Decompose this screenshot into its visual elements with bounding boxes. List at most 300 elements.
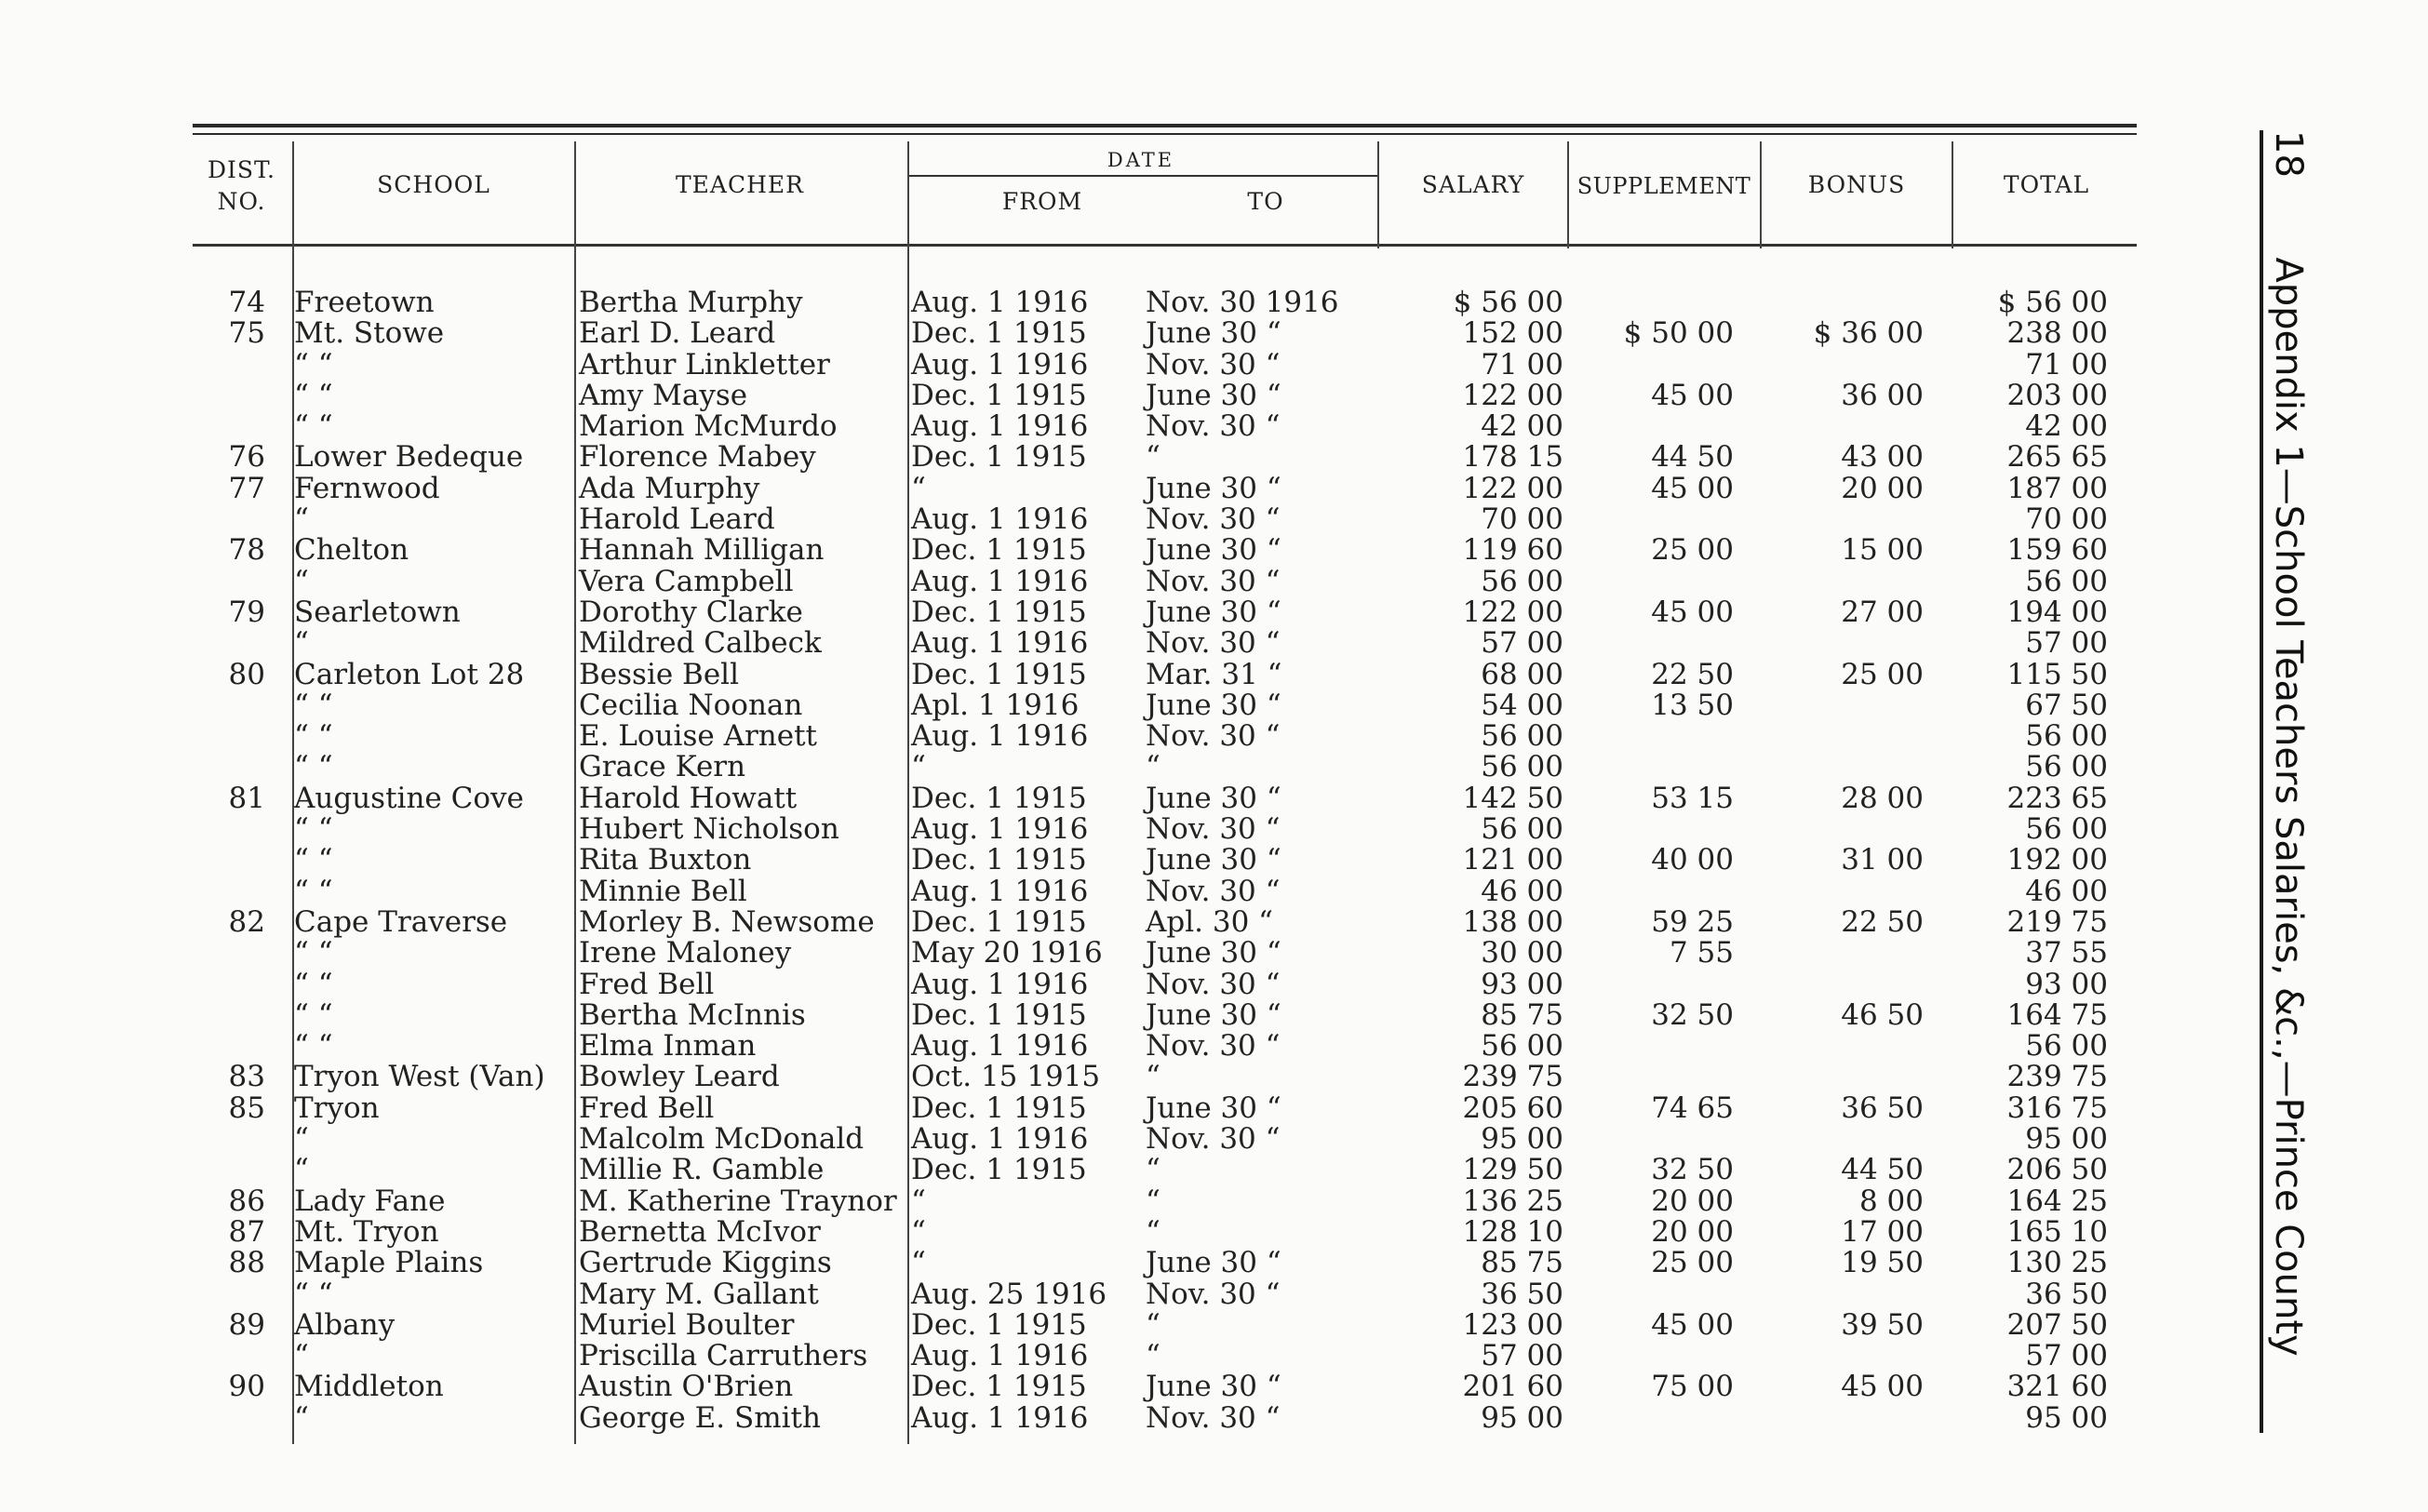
date-from-cell: Aug. 1 1916 xyxy=(911,409,1089,444)
teacher-cell: Malcolm McDonald xyxy=(579,1122,865,1157)
bonus-cell: 36 00 xyxy=(1841,378,1924,412)
bonus-cell: 19 50 xyxy=(1841,1246,1924,1280)
table-row xyxy=(193,876,2110,907)
salary-cell: 46 00 xyxy=(1481,874,1563,908)
column-divider xyxy=(1567,141,1569,248)
header-dist-line2: NO. xyxy=(217,188,266,215)
date-to-cell: “ xyxy=(1146,750,1160,784)
school-cell: Carleton Lot 28 xyxy=(294,657,525,691)
date-from-cell: “ xyxy=(911,750,926,784)
school-cell: “ “ xyxy=(294,843,333,877)
teacher-cell: Bernetta McIvor xyxy=(579,1214,821,1249)
salary-cell: 178 15 xyxy=(1462,440,1563,475)
page-number: 18 xyxy=(2267,130,2310,178)
dist-no-cell: 76 xyxy=(228,440,265,475)
teacher-cell: Rita Buxton xyxy=(579,843,752,877)
supplement-cell: 45 00 xyxy=(1651,471,1734,505)
table-row xyxy=(193,347,2110,381)
bonus-cell: 17 00 xyxy=(1841,1214,1924,1249)
salary-cell: 85 75 xyxy=(1481,997,1563,1032)
date-to-cell: June 30 “ xyxy=(1146,843,1281,877)
table-row xyxy=(193,1372,2110,1402)
school-cell: Chelton xyxy=(294,533,409,568)
salary-cell: 56 00 xyxy=(1481,564,1563,598)
salary-cell: 54 00 xyxy=(1481,688,1563,722)
date-from-cell: Aug. 1 1916 xyxy=(911,564,1089,598)
supplement-cell: 25 00 xyxy=(1651,533,1734,568)
total-cell: 223 65 xyxy=(2006,781,2108,815)
supplement-cell: $ 50 00 xyxy=(1623,316,1734,351)
school-cell: Lower Bedeque xyxy=(294,440,524,475)
header-supplement: SUPPLEMENT xyxy=(1576,173,1751,199)
bonus-cell: 45 00 xyxy=(1841,1370,1924,1404)
date-from-cell: Dec. 1 1915 xyxy=(911,781,1087,815)
bonus-cell: $ 36 00 xyxy=(1813,316,1924,351)
date-to-cell: Nov. 30 “ xyxy=(1146,1122,1281,1157)
salary-cell: $ 56 00 xyxy=(1453,286,1563,319)
date-to-cell: Nov. 30 1916 xyxy=(1146,286,1339,319)
teacher-cell: Hannah Milligan xyxy=(579,533,825,568)
teacher-cell: Arthur Linkletter xyxy=(579,347,830,381)
table-row xyxy=(193,690,2110,721)
table-row xyxy=(193,1155,2110,1185)
salary-cell: 239 75 xyxy=(1462,1060,1563,1094)
date-to-cell: “ xyxy=(1146,1339,1160,1373)
table-row xyxy=(193,318,2110,349)
date-to-cell: Apl. 30 “ xyxy=(1146,904,1274,939)
total-cell: 70 00 xyxy=(2025,502,2108,537)
bonus-cell: 22 50 xyxy=(1841,904,1924,939)
header-dist-line1: DIST. xyxy=(208,156,275,183)
bonus-cell: 46 50 xyxy=(1841,997,1924,1032)
teacher-cell: Irene Maloney xyxy=(579,936,792,970)
salary-cell: 57 00 xyxy=(1481,626,1563,661)
table-row xyxy=(193,442,2110,473)
total-cell: 130 25 xyxy=(2006,1246,2108,1280)
school-cell: Middleton xyxy=(294,1370,444,1404)
teacher-cell: Cecilia Noonan xyxy=(579,688,803,722)
total-cell: 265 65 xyxy=(2006,440,2108,475)
salary-cell: 119 60 xyxy=(1462,533,1563,568)
table-row xyxy=(193,814,2110,845)
total-cell: 56 00 xyxy=(2025,812,2108,847)
school-cell: Searletown xyxy=(294,595,461,629)
date-to-cell: Nov. 30 “ xyxy=(1146,967,1281,1001)
school-cell: “ “ xyxy=(294,719,333,754)
date-from-cell: Dec. 1 1915 xyxy=(911,1307,1087,1342)
date-to-cell: June 30 “ xyxy=(1146,316,1281,351)
table-row xyxy=(193,1341,2110,1372)
teacher-cell: Bessie Bell xyxy=(579,657,740,691)
date-from-cell: “ xyxy=(911,1246,926,1280)
supplement-cell: 44 50 xyxy=(1651,440,1734,475)
school-cell: Mt. Stowe xyxy=(294,316,445,351)
dist-no-cell: 82 xyxy=(228,904,265,939)
table-row xyxy=(193,471,2110,505)
date-to-cell: Nov. 30 “ xyxy=(1146,347,1281,381)
table-row xyxy=(193,1279,2110,1310)
salary-cell: 56 00 xyxy=(1481,750,1563,784)
supplement-cell: 20 00 xyxy=(1651,1214,1734,1249)
date-from-cell: Aug. 1 1916 xyxy=(911,286,1089,319)
salary-cell: 85 75 xyxy=(1481,1246,1563,1280)
teacher-cell: E. Louise Arnett xyxy=(579,719,818,754)
total-cell: 164 25 xyxy=(2006,1184,2108,1218)
header-teacher: TEACHER xyxy=(676,171,804,198)
table-row xyxy=(193,1214,2110,1249)
teacher-cell: M. Katherine Traynor xyxy=(579,1184,897,1218)
supplement-cell: 22 50 xyxy=(1651,657,1734,691)
date-to-cell: “ xyxy=(1146,1214,1160,1249)
total-cell: 206 50 xyxy=(2006,1153,2108,1187)
school-cell: “ “ xyxy=(294,967,333,1001)
table-row xyxy=(193,1093,2110,1124)
total-cell: 207 50 xyxy=(2006,1307,2108,1342)
school-cell: “ “ xyxy=(294,347,333,381)
table-row xyxy=(193,504,2110,535)
supplement-cell: 25 00 xyxy=(1651,1246,1734,1280)
bonus-cell: 15 00 xyxy=(1841,533,1924,568)
teacher-cell: Bowley Leard xyxy=(579,1060,780,1094)
total-cell: 56 00 xyxy=(2025,750,2108,784)
header-total: TOTAL xyxy=(2003,171,2090,198)
salary-table-body xyxy=(193,288,2110,1434)
date-to-cell: June 30 “ xyxy=(1146,936,1281,970)
date-to-cell: Nov. 30 “ xyxy=(1146,564,1281,598)
bonus-cell: 43 00 xyxy=(1841,440,1924,475)
teacher-cell: Minnie Bell xyxy=(579,874,747,908)
school-cell: Cape Traverse xyxy=(294,904,508,939)
school-cell: Augustine Cove xyxy=(294,781,524,815)
salary-cell: 56 00 xyxy=(1481,719,1563,754)
date-from-cell: Oct. 15 1915 xyxy=(911,1060,1101,1094)
salary-cell: 152 00 xyxy=(1462,316,1563,351)
salary-cell: 36 50 xyxy=(1481,1277,1563,1311)
dist-no-cell: 86 xyxy=(228,1184,265,1218)
date-from-cell: “ xyxy=(911,471,926,505)
date-to-cell: June 30 “ xyxy=(1146,1370,1281,1404)
date-from-cell: Dec. 1 1915 xyxy=(911,533,1087,568)
date-from-cell: Dec. 1 1915 xyxy=(911,1370,1087,1404)
table-row xyxy=(193,752,2110,783)
date-from-cell: Aug. 1 1916 xyxy=(911,967,1089,1001)
teacher-cell: Millie R. Gamble xyxy=(579,1153,825,1187)
column-divider xyxy=(1377,141,1379,248)
total-cell: 46 00 xyxy=(2025,874,2108,908)
school-cell: “ xyxy=(294,1122,309,1157)
date-from-cell: Dec. 1 1915 xyxy=(911,440,1087,475)
teacher-cell: Florence Mabey xyxy=(579,440,816,475)
date-from-cell: Apl. 1 1916 xyxy=(911,688,1080,722)
supplement-cell: 40 00 xyxy=(1651,843,1734,877)
total-cell: 192 00 xyxy=(2006,843,2108,877)
school-cell: “ “ xyxy=(294,812,333,847)
table-row xyxy=(193,597,2110,628)
school-cell: “ “ xyxy=(294,936,333,970)
column-divider xyxy=(1760,141,1762,248)
date-from-cell: Aug. 1 1916 xyxy=(911,719,1089,754)
school-cell: “ “ xyxy=(294,409,333,444)
total-cell: 71 00 xyxy=(2025,347,2108,381)
date-to-cell: Nov. 30 “ xyxy=(1146,812,1281,847)
dist-no-cell: 88 xyxy=(228,1246,265,1280)
teacher-cell: Austin O'Brien xyxy=(579,1370,794,1404)
date-to-cell: June 30 “ xyxy=(1146,1091,1281,1125)
table-row xyxy=(193,1186,2110,1217)
table-row xyxy=(193,628,2110,659)
teacher-cell: Fred Bell xyxy=(579,1091,715,1125)
teacher-cell: Mary M. Gallant xyxy=(579,1277,819,1311)
school-cell: “ “ xyxy=(294,750,333,784)
date-to-cell: June 30 “ xyxy=(1146,471,1281,505)
bonus-cell: 31 00 xyxy=(1841,843,1924,877)
table-row xyxy=(193,657,2110,691)
date-from-cell: Aug. 1 1916 xyxy=(911,347,1089,381)
date-from-cell: “ xyxy=(911,1214,926,1249)
total-cell: 95 00 xyxy=(2025,1122,2108,1157)
dist-no-cell: 74 xyxy=(228,286,265,319)
salary-cell: 95 00 xyxy=(1481,1122,1563,1157)
salary-cell: 136 25 xyxy=(1462,1184,1563,1218)
date-to-cell: June 30 “ xyxy=(1146,533,1281,568)
table-row xyxy=(193,783,2110,814)
dist-no-cell: 80 xyxy=(228,657,265,691)
date-to-cell: June 30 “ xyxy=(1146,997,1281,1032)
teacher-cell: George E. Smith xyxy=(579,1400,821,1435)
teacher-cell: Harold Howatt xyxy=(579,781,798,815)
school-cell: “ xyxy=(294,564,309,598)
school-cell: Freetown xyxy=(294,286,435,319)
total-cell: 56 00 xyxy=(2025,1029,2108,1064)
school-cell: Maple Plains xyxy=(294,1246,484,1280)
school-cell: “ xyxy=(294,626,309,661)
bonus-cell: 28 00 xyxy=(1841,781,1924,815)
date-from-cell: Dec. 1 1915 xyxy=(911,378,1087,412)
bonus-cell: 25 00 xyxy=(1841,657,1924,691)
date-to-cell: Nov. 30 “ xyxy=(1146,1029,1281,1064)
table-row xyxy=(193,564,2110,598)
date-from-cell: Aug. 1 1916 xyxy=(911,1029,1089,1064)
table-row xyxy=(193,1307,2110,1342)
total-cell: 316 75 xyxy=(2006,1091,2108,1125)
school-cell: “ “ xyxy=(294,688,333,722)
teacher-cell: Ada Murphy xyxy=(579,471,760,505)
salary-cell: 68 00 xyxy=(1481,657,1563,691)
teacher-cell: Gertrude Kiggins xyxy=(579,1246,832,1280)
bonus-cell: 27 00 xyxy=(1841,595,1924,629)
date-to-cell: June 30 “ xyxy=(1146,595,1281,629)
table-row xyxy=(193,1124,2110,1155)
total-cell: 56 00 xyxy=(2025,719,2108,754)
salary-cell: 122 00 xyxy=(1462,595,1563,629)
date-to-cell: “ xyxy=(1146,1153,1160,1187)
header-from: FROM xyxy=(1001,188,1083,215)
date-from-cell: Dec. 1 1915 xyxy=(911,316,1087,351)
dist-no-cell: 83 xyxy=(228,1060,265,1094)
total-cell: 219 75 xyxy=(2006,904,2108,939)
date-from-cell: May 20 1916 xyxy=(911,936,1103,970)
date-from-cell: Dec. 1 1915 xyxy=(911,657,1087,691)
bonus-cell: 39 50 xyxy=(1841,1307,1924,1342)
total-cell: 57 00 xyxy=(2025,1339,2108,1373)
teacher-cell: Amy Mayse xyxy=(579,378,748,412)
total-cell: 165 10 xyxy=(2006,1214,2108,1249)
school-cell: Tryon West (Van) xyxy=(294,1060,545,1094)
school-cell: “ xyxy=(294,502,309,537)
date-from-cell: Dec. 1 1915 xyxy=(911,904,1087,939)
date-to-cell: Mar. 31 “ xyxy=(1146,657,1282,691)
salary-cell: 122 00 xyxy=(1462,471,1563,505)
total-cell: 321 60 xyxy=(2006,1370,2108,1404)
total-cell: 159 60 xyxy=(2006,533,2108,568)
total-cell: $ 56 00 xyxy=(1997,286,2108,319)
salary-cell: 71 00 xyxy=(1481,347,1563,381)
teacher-cell: Dorothy Clarke xyxy=(579,595,803,629)
running-title-text: Appendix 1—School Teachers Salaries, &c.,—Prince County xyxy=(2267,257,2310,1357)
date-to-cell: “ xyxy=(1146,440,1160,475)
salary-cell: 201 60 xyxy=(1462,1370,1563,1404)
supplement-cell: 7 55 xyxy=(1669,936,1734,970)
date-to-cell: Nov. 30 “ xyxy=(1146,1277,1281,1311)
salary-cell: 122 00 xyxy=(1462,378,1563,412)
school-cell: “ xyxy=(294,1400,309,1435)
teacher-cell: Priscilla Carruthers xyxy=(579,1339,868,1373)
teacher-cell: Earl D. Leard xyxy=(579,316,776,351)
table-row xyxy=(193,1031,2110,1062)
school-cell: Tryon xyxy=(294,1091,380,1125)
school-cell: “ “ xyxy=(294,378,333,412)
date-from-cell: Dec. 1 1915 xyxy=(911,1153,1087,1187)
header-school: SCHOOL xyxy=(377,171,490,198)
date-to-cell: Nov. 30 “ xyxy=(1146,719,1281,754)
bonus-cell: 44 50 xyxy=(1841,1153,1924,1187)
total-cell: 239 75 xyxy=(2006,1060,2108,1094)
school-cell: Mt. Tryon xyxy=(294,1214,439,1249)
salary-cell: 123 00 xyxy=(1462,1307,1563,1342)
total-cell: 56 00 xyxy=(2025,564,2108,598)
salary-cell: 93 00 xyxy=(1481,967,1563,1001)
date-to-cell: Nov. 30 “ xyxy=(1146,502,1281,537)
bonus-cell: 20 00 xyxy=(1841,471,1924,505)
margin-rule xyxy=(2260,130,2263,1433)
date-from-cell: Dec. 1 1915 xyxy=(911,843,1087,877)
top-rule-thin xyxy=(193,133,2137,135)
table-row xyxy=(193,904,2110,939)
salary-cell: 205 60 xyxy=(1462,1091,1563,1125)
date-from-cell: Aug. 1 1916 xyxy=(911,1400,1089,1435)
supplement-cell: 20 00 xyxy=(1651,1184,1734,1218)
date-to-cell: June 30 “ xyxy=(1146,688,1281,722)
date-divider xyxy=(908,175,1377,177)
dist-no-cell: 81 xyxy=(228,781,265,815)
date-to-cell: “ xyxy=(1146,1184,1160,1218)
header-salary: SALARY xyxy=(1421,171,1525,198)
date-to-cell: “ xyxy=(1146,1307,1160,1342)
dist-no-cell: 79 xyxy=(228,595,265,629)
date-from-cell: Aug. 1 1916 xyxy=(911,1122,1089,1157)
bonus-cell: 8 00 xyxy=(1858,1184,1924,1218)
salary-cell: 142 50 xyxy=(1462,781,1563,815)
date-from-cell: Aug. 1 1916 xyxy=(911,502,1089,537)
school-cell: Fernwood xyxy=(294,471,440,505)
salary-cell: 128 10 xyxy=(1462,1214,1563,1249)
salary-cell: 138 00 xyxy=(1462,904,1563,939)
table-row xyxy=(193,967,2110,1001)
salary-cell: 129 50 xyxy=(1462,1153,1563,1187)
salary-cell: 30 00 xyxy=(1481,936,1563,970)
supplement-cell: 32 50 xyxy=(1651,1153,1734,1187)
table-row xyxy=(193,288,2110,318)
table-row xyxy=(193,1248,2110,1278)
column-divider xyxy=(1952,141,1953,248)
teacher-cell: Morley B. Newsome xyxy=(579,904,875,939)
salary-cell: 56 00 xyxy=(1481,1029,1563,1064)
date-from-cell: Aug. 1 1916 xyxy=(911,874,1089,908)
teacher-cell: Bertha McInnis xyxy=(579,997,806,1032)
salary-cell: 121 00 xyxy=(1462,843,1563,877)
date-to-cell: Nov. 30 “ xyxy=(1146,626,1281,661)
total-cell: 67 50 xyxy=(2025,688,2108,722)
table-row xyxy=(193,1062,2110,1092)
teacher-cell: Marion McMurdo xyxy=(579,409,838,444)
dist-no-cell: 85 xyxy=(228,1091,265,1125)
total-cell: 115 50 xyxy=(2006,657,2108,691)
teacher-cell: Fred Bell xyxy=(579,967,715,1001)
salary-cell: 70 00 xyxy=(1481,502,1563,537)
total-cell: 95 00 xyxy=(2025,1400,2108,1435)
date-to-cell: June 30 “ xyxy=(1146,781,1281,815)
salary-cell: 57 00 xyxy=(1481,1339,1563,1373)
dist-no-cell: 90 xyxy=(228,1370,265,1404)
supplement-cell: 74 65 xyxy=(1651,1091,1734,1125)
school-cell: “ “ xyxy=(294,874,333,908)
date-to-cell: “ xyxy=(1146,1060,1160,1094)
total-cell: 238 00 xyxy=(2006,316,2108,351)
teacher-cell: Grace Kern xyxy=(579,750,746,784)
date-from-cell: “ xyxy=(911,1184,926,1218)
date-to-cell: June 30 “ xyxy=(1146,378,1281,412)
school-cell: “ “ xyxy=(294,1277,333,1311)
salary-cell: 42 00 xyxy=(1481,409,1563,444)
date-from-cell: Aug. 1 1916 xyxy=(911,1339,1089,1373)
date-to-cell: June 30 “ xyxy=(1146,1246,1281,1280)
school-cell: “ xyxy=(294,1153,309,1187)
school-cell: “ “ xyxy=(294,1029,333,1064)
teacher-cell: Elma Inman xyxy=(579,1029,757,1064)
supplement-cell: 45 00 xyxy=(1651,1307,1734,1342)
teacher-cell: Vera Campbell xyxy=(579,564,794,598)
school-cell: Lady Fane xyxy=(294,1184,446,1218)
top-rule xyxy=(193,124,2137,127)
total-cell: 194 00 xyxy=(2006,595,2108,629)
teacher-cell: Harold Leard xyxy=(579,502,775,537)
header-bonus: BONUS xyxy=(1807,171,1906,198)
header-dist-no xyxy=(197,154,286,218)
dist-no-cell: 77 xyxy=(228,471,265,505)
salary-cell: 95 00 xyxy=(1481,1400,1563,1435)
total-cell: 36 50 xyxy=(2025,1277,2108,1311)
total-cell: 42 00 xyxy=(2025,409,2108,444)
school-cell: “ “ xyxy=(294,997,333,1032)
total-cell: 203 00 xyxy=(2006,378,2108,412)
table-row xyxy=(193,997,2110,1032)
total-cell: 37 55 xyxy=(2025,936,2108,970)
supplement-cell: 45 00 xyxy=(1651,378,1734,412)
teacher-cell: Muriel Boulter xyxy=(579,1307,795,1342)
date-from-cell: Dec. 1 1915 xyxy=(911,595,1087,629)
date-to-cell: Nov. 30 “ xyxy=(1146,409,1281,444)
table-row xyxy=(193,378,2110,412)
